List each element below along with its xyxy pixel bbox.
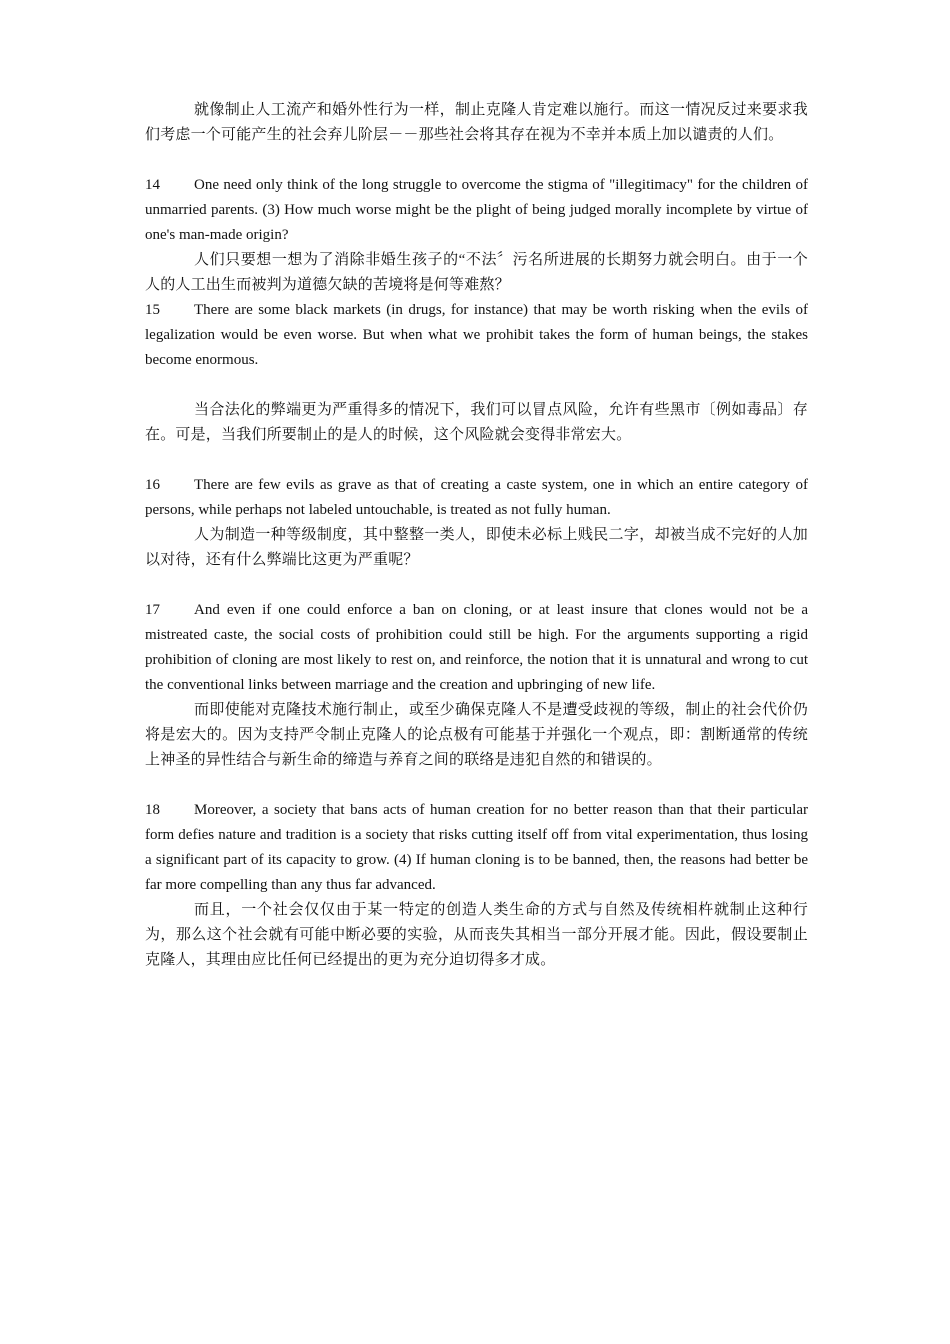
paragraph-spacer — [145, 573, 808, 598]
paragraph-18-english — [145, 798, 808, 898]
paragraph-14-english — [145, 173, 808, 248]
paragraph-18-chinese: 而且，一个社会仅仅由于某一特定的创造人类生命的方式与自然及传统相杵就制止这种行为，那么这个社会就有可能中断必要的实验，从而丧失其相当一部分开展才能。因此，假设要制止克隆人，其理由应比任何已经提出的更为充分迫切得多才成。 — [145, 902, 808, 968]
paragraph-spacer — [145, 773, 808, 798]
document-body — [145, 98, 808, 973]
paragraph-spacer — [145, 148, 808, 173]
paragraph-number: 15 — [145, 302, 160, 318]
paragraph-spacer — [145, 373, 808, 398]
paragraph-number: 17 — [145, 602, 160, 618]
intro-chinese-paragraph: 就像制止人工流产和婚外性行为一样，制止克隆人肯定难以施行。而这一情况反过来要求我们考虑一个可能产生的社会弃儿阶层－－那些社会将其存在视为不幸并本质上加以谴责的人们。 — [145, 102, 808, 143]
paragraph-english-text: One need only think of the long struggle to overcome the stigma of "illegitimacy" for the children of unmarried parents. (3) How much worse might be the plight of being judged morally incomplete by virtue of one's man-made origin? — [145, 177, 808, 243]
paragraph-english-text: There are some black markets (in drugs, for instance) that may be worth risking when the evils of legalization would be even worse. But when what we prohibit takes the form of human beings, the stakes become enormous. — [145, 302, 808, 368]
paragraph-15-english — [145, 298, 808, 373]
paragraph-16-chinese: 人为制造一种等级制度，其中整整一类人，即使未必标上贱民二字，却被当成不完好的人加以对待，还有什么弊端比这更为严重呢？ — [145, 527, 808, 568]
paragraph-english-text: And even if one could enforce a ban on cloning, or at least insure that clones would not be a mistreated caste, the social costs of prohibition could still be high. For the arguments supporting a rigid prohibition of cloning are most likely to rest on, and reinforce, the notion that it is unnatural and wrong to cut the conventional links between marriage and the creation and upbringing of new life. — [145, 602, 808, 693]
paragraph-spacer — [145, 448, 808, 473]
paragraph-number: 16 — [145, 477, 160, 493]
paragraph-english-text: Moreover, a society that bans acts of human creation for no better reason than that their particular form defies nature and tradition is a society that risks cutting itself off from vital experimentation, thus losing a significant part of its capacity to grow. (4) If human cloning is to be banned, then, the reasons had better be far more compelling than any thus far advanced. — [145, 802, 808, 893]
paragraph-number: 18 — [145, 802, 160, 818]
paragraph-15-chinese: 当合法化的弊端更为严重得多的情况下，我们可以冒点风险，允许有些黑市〔例如毒品〕存在。可是，当我们所要制止的是人的时候，这个风险就会变得非常宏大。 — [145, 402, 808, 443]
paragraph-14-chinese: 人们只要想一想为了消除非婚生孩子的“不法〞污名所进展的长期努力就会明白。由于一个人的人工出生而被判为道德欠缺的苦境将是何等难熬？ — [145, 252, 808, 293]
paragraph-english-text: There are few evils as grave as that of creating a caste system, one in which an entire category of persons, while perhaps not labeled untouchable, is treated as not fully human. — [145, 477, 808, 518]
paragraph-16-english — [145, 473, 808, 523]
paragraph-number: 14 — [145, 177, 160, 193]
paragraph-17-english — [145, 598, 808, 698]
paragraph-17-chinese: 而即使能对克隆技术施行制止，或至少确保克隆人不是遭受歧视的等级，制止的社会代价仍将是宏大的。因为支持严令制止克隆人的论点极有可能基于并强化一个观点，即：割断通常的传统上神圣的异性结合与新生命的缔造与养育之间的联络是违犯自然的和错误的。 — [145, 702, 808, 768]
